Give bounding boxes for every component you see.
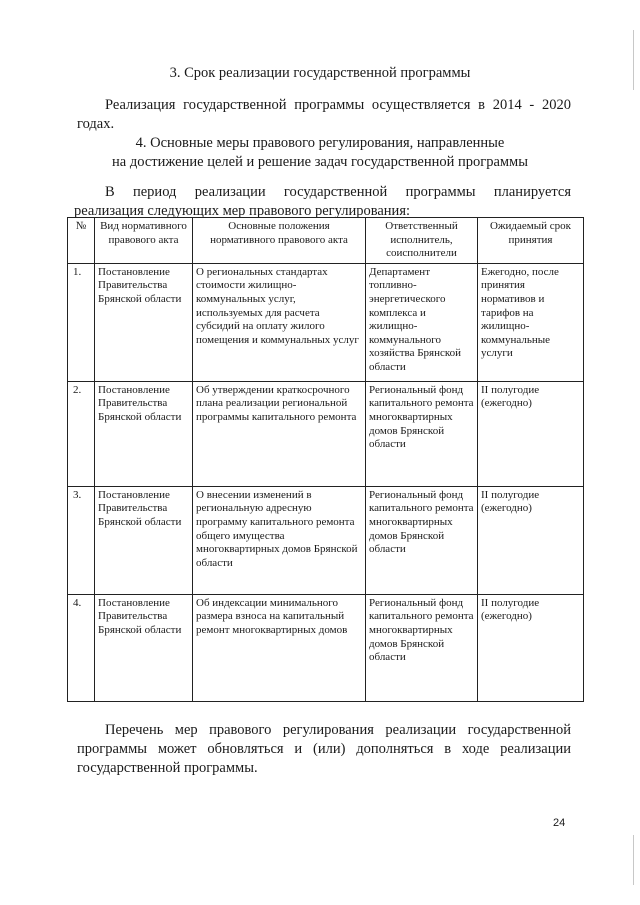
row-executor: Региональный фонд капитального ремонта многоквартирных домов Брянской области xyxy=(366,486,478,594)
closing-line2: программы может обновляться и (или) дополняться в ходе реализации xyxy=(77,741,571,757)
scan-edge-mark xyxy=(633,835,634,885)
row-term: II полугодие (ежегодно) xyxy=(478,594,584,701)
section3-paragraph xyxy=(77,96,571,134)
header-term: Ожидаемый срок принятия xyxy=(478,218,584,264)
section4-intro-line2: реализация следующих мер правового регулирования: xyxy=(74,203,411,219)
table-row xyxy=(68,594,584,701)
section3-text-line1: Реализация государственной программы осуществляется в 2014 - 2020 xyxy=(105,97,571,113)
row-executor: Региональный фонд капитального ремонта многоквартирных домов Брянской области xyxy=(366,594,478,701)
table-row xyxy=(68,381,584,486)
row-executor: Региональный фонд капитального ремонта многоквартирных домов Брянской области xyxy=(366,381,478,486)
header-executor: Ответственный исполнитель, соисполнители xyxy=(366,218,478,264)
section3-heading: 3. Срок реализации государственной программы xyxy=(169,65,471,81)
header-act-type: Вид нормативного правового акта xyxy=(95,218,193,264)
row-num: 3. xyxy=(68,486,95,594)
row-act-type: Постановление Правительства Брянской области xyxy=(95,594,193,701)
legal-measures-table xyxy=(67,217,584,702)
row-term: II полугодие (ежегодно) xyxy=(478,381,584,486)
row-num: 4. xyxy=(68,594,95,701)
table-row xyxy=(68,263,584,381)
section3-text-line2: годах. xyxy=(77,116,115,132)
header-provisions: Основные положения нормативного правового акта xyxy=(193,218,366,264)
header-num: № xyxy=(68,218,95,264)
section4-intro-line1: В период реализации государственной программы планируется xyxy=(105,184,571,200)
section4-heading-line1: 4. Основные меры правового регулирования, направленные xyxy=(135,135,505,151)
row-num: 1. xyxy=(68,263,95,381)
row-executor: Департамент топливно-энергетического комплекса и жилищно-коммунального хозяйства Брянской области xyxy=(366,263,478,381)
row-term: II полугодие (ежегодно) xyxy=(478,486,584,594)
table-header-row xyxy=(68,218,584,264)
page-number: 24 xyxy=(553,817,566,829)
closing-paragraph xyxy=(77,721,571,778)
row-num: 2. xyxy=(68,381,95,486)
closing-line1: Перечень мер правового регулирования реализации государственной xyxy=(105,722,571,738)
row-act-type: Постановление Правительства Брянской области xyxy=(95,263,193,381)
table-row xyxy=(68,486,584,594)
row-provisions: О региональных стандартах стоимости жилищно-коммунальных услуг, используемых для расчета субсидий на оплату жилого помещения и коммунальных услуг xyxy=(193,263,366,381)
row-provisions: Об индексации минимального размера взноса на капитальный ремонт многоквартирных домов xyxy=(193,594,366,701)
section4-heading-line2: на достижение целей и решение задач государственной программы xyxy=(112,154,528,170)
section4-intro xyxy=(74,183,571,221)
row-act-type: Постановление Правительства Брянской области xyxy=(95,381,193,486)
scan-edge-mark xyxy=(633,30,634,90)
closing-line3: государственной программы. xyxy=(77,760,258,776)
row-act-type: Постановление Правительства Брянской области xyxy=(95,486,193,594)
row-provisions: О внесении изменений в региональную адресную программу капитального ремонта общего имущества многоквартирных домов Брянской области xyxy=(193,486,366,594)
row-term: Ежегодно, после принятия нормативов и тарифов на жилищно-коммунальные услуги xyxy=(478,263,584,381)
row-provisions: Об утверждении краткосрочного плана реализации региональной программы капитального ремонта xyxy=(193,381,366,486)
